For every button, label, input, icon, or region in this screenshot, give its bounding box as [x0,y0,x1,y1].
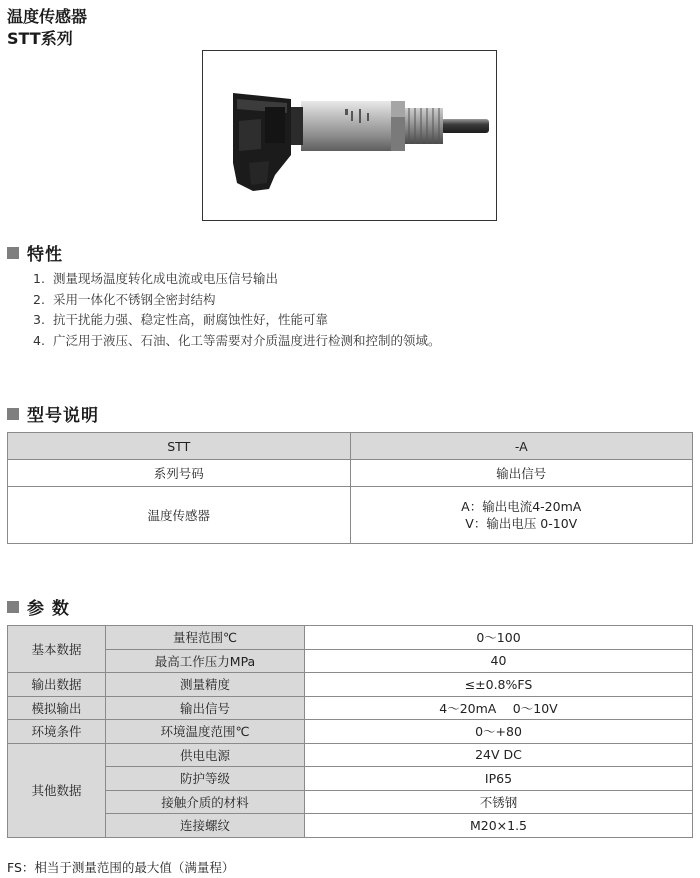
item-cell: 环境温度范围℃ [106,720,305,744]
product-series: STT系列 [7,29,73,48]
list-item: 3. 抗干扰能力强、稳定性高，耐腐蚀性好，性能可靠 [33,312,329,327]
table-row [8,790,693,814]
value-cell: M20×1.5 [305,814,693,838]
table-row [8,767,693,791]
value-cell: 24V DC [305,743,693,767]
table-cell: 输出信号 [350,460,693,487]
item-cell: 供电电源 [106,743,305,767]
table-row [8,433,693,460]
option-v: V：输出电压 0-10V [465,516,578,531]
section-square-icon [7,408,19,420]
value-cell: ≤±0.8%FS [305,673,693,697]
table-row [8,673,693,697]
table-cell: 系列号码 [8,460,351,487]
model-table [7,432,693,544]
value-cell: IP65 [305,767,693,791]
value-cell: 不锈钢 [305,790,693,814]
table-cell: 温度传感器 [8,487,351,544]
item-cell: 测量精度 [106,673,305,697]
category-cell: 基本数据 [8,626,106,673]
table-row [8,626,693,650]
params-title: 参 数 [27,599,70,619]
table-cell: STT [8,433,351,460]
list-item: 2. 采用一体化不锈钢全密封结构 [33,291,216,307]
table-row [8,460,693,487]
list-item: 4. 广泛用于液压、石油、化工等需要对介质温度进行检测和控制的领域。 [33,332,441,348]
table-row [8,696,693,720]
item-cell: 防护等级 [106,767,305,791]
table-row [8,649,693,673]
table-row [8,743,693,767]
value-cell: 0～100 [305,626,693,650]
value-cell: 4～20mA 0～10V [305,696,693,720]
output-options-cell [350,487,693,544]
params-heading [7,594,70,619]
item-cell: 最高工作压力MPa [106,649,305,673]
option-a: A：输出电流4-20mA [461,499,582,514]
section-square-icon [7,601,19,613]
table-row [8,814,693,838]
footnote: FS：相当于测量范围的最大值（满量程） [7,860,235,875]
value-cell: 0～+80 [305,720,693,744]
table-cell: -A [350,433,693,460]
section-square-icon [7,247,19,259]
item-cell: 连接螺纹 [106,814,305,838]
product-title: 温度传感器 [7,7,88,26]
product-photo [202,50,497,221]
category-cell: 环境条件 [8,720,106,744]
features-list [33,269,441,351]
value-cell: 40 [305,649,693,673]
model-heading [7,401,99,426]
table-row [8,720,693,744]
item-cell: 接触介质的材料 [106,790,305,814]
category-cell: 其他数据 [8,743,106,837]
model-title: 型号说明 [27,406,99,426]
item-cell: 量程范围℃ [106,626,305,650]
category-cell: 模拟输出 [8,696,106,720]
list-item: 1. 测量现场温度转化成电流或电压信号输出 [33,271,279,286]
category-cell: 输出数据 [8,673,106,697]
temperature-sensor-image [203,51,497,221]
document-title-block [7,6,87,50]
features-heading [7,240,63,265]
params-table [7,625,693,838]
item-cell: 输出信号 [106,696,305,720]
features-title: 特性 [27,245,63,265]
table-row [8,487,693,544]
